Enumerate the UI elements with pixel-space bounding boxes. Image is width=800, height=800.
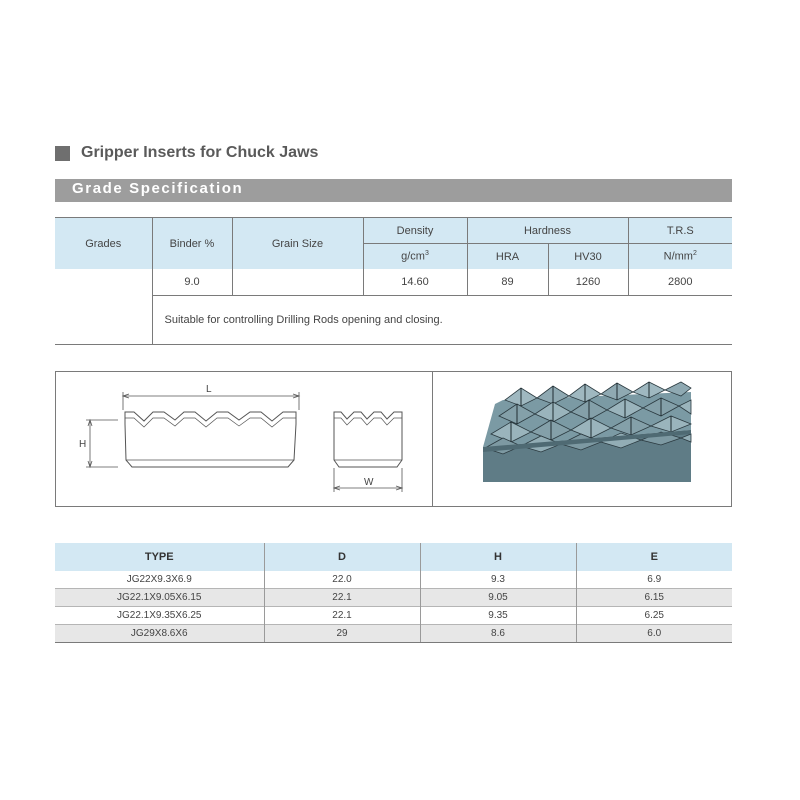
density-value: 14.60 xyxy=(363,269,467,296)
label-h: H xyxy=(79,439,87,450)
figure-box xyxy=(55,371,732,507)
e-cell: 6.9 xyxy=(576,571,732,589)
header-trs-unit xyxy=(628,244,732,270)
e-cell: 6.15 xyxy=(576,589,732,607)
page-title-text: Gripper Inserts for Chuck Jaws xyxy=(81,144,319,161)
header-binder: Binder % xyxy=(152,218,232,270)
grain-value xyxy=(232,269,363,296)
type-cell: JG29X8.6X6 xyxy=(55,625,264,643)
d-cell: 22.0 xyxy=(264,571,420,589)
header-grain-size: Grain Size xyxy=(232,218,363,270)
table-row xyxy=(55,571,732,589)
type-table xyxy=(55,543,732,643)
header-hra: HRA xyxy=(467,244,548,270)
d-cell: 22.1 xyxy=(264,607,420,625)
table-row xyxy=(55,625,732,643)
e-cell: 6.0 xyxy=(576,625,732,643)
label-w: W xyxy=(364,477,374,488)
col-d: D xyxy=(264,543,420,571)
type-cell: JG22.1X9.05X6.15 xyxy=(55,589,264,607)
header-density: Density xyxy=(363,218,467,244)
d-cell: 22.1 xyxy=(264,589,420,607)
col-h: H xyxy=(420,543,576,571)
h-cell: 9.35 xyxy=(420,607,576,625)
title-square-icon xyxy=(55,146,70,161)
type-cell: JG22.1X9.35X6.25 xyxy=(55,607,264,625)
col-e: E xyxy=(576,543,732,571)
hra-value: 89 xyxy=(467,269,548,296)
e-cell: 6.25 xyxy=(576,607,732,625)
insert-photo xyxy=(433,372,731,506)
d-cell: 29 xyxy=(264,625,420,643)
hv30-value: 1260 xyxy=(548,269,628,296)
section-bar xyxy=(55,179,732,202)
header-trs: T.R.S xyxy=(628,218,732,244)
trs-value: 2800 xyxy=(628,269,732,296)
density-unit-sup: 3 xyxy=(424,250,429,258)
table-row xyxy=(55,607,732,625)
header-hardness: Hardness xyxy=(467,218,628,244)
h-cell: 9.3 xyxy=(420,571,576,589)
header-grades: Grades xyxy=(55,218,152,270)
header-hv30: HV30 xyxy=(548,244,628,270)
col-type: TYPE xyxy=(55,543,264,571)
technical-drawing xyxy=(56,372,432,506)
page-title xyxy=(55,143,318,163)
label-l: L xyxy=(206,384,212,395)
h-cell: 8.6 xyxy=(420,625,576,643)
type-cell: JG22X9.3X6.9 xyxy=(126,574,192,585)
grade-spec-table xyxy=(55,217,732,345)
section-title: Grade Specification xyxy=(72,180,244,197)
trs-unit-sup: 2 xyxy=(692,250,697,258)
density-unit-base: g/cm xyxy=(401,250,425,263)
header-density-unit xyxy=(363,244,467,270)
table-row xyxy=(55,589,732,607)
h-cell: 9.05 xyxy=(420,589,576,607)
trs-unit-base: N/mm xyxy=(663,250,693,263)
binder-value: 9.0 xyxy=(152,269,232,296)
grade-cell xyxy=(55,269,152,345)
application-note: Suitable for controlling Drilling Rods opening and closing. xyxy=(152,296,732,345)
